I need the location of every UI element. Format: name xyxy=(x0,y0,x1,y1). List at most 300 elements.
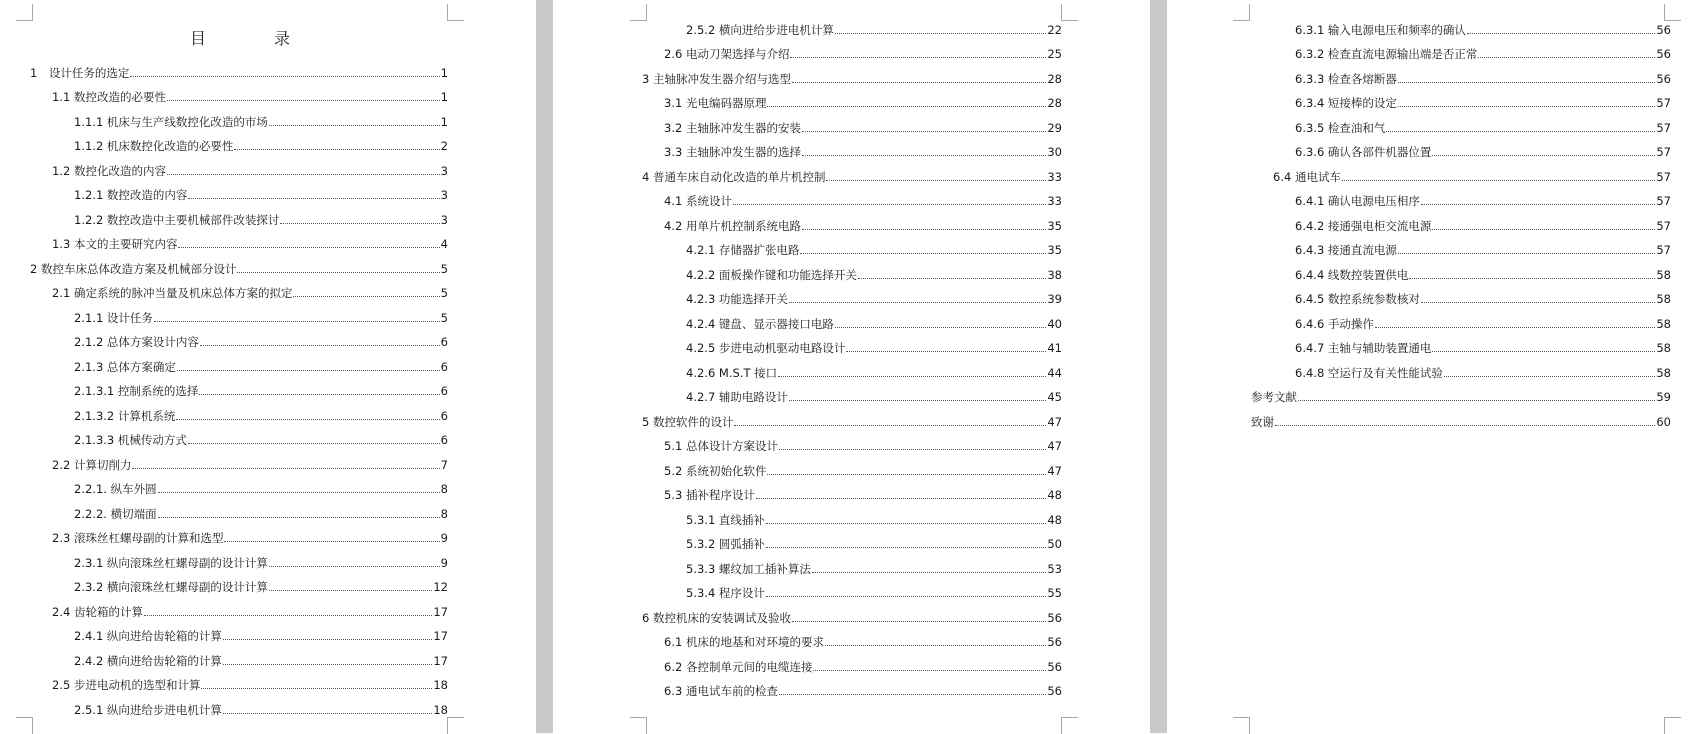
toc-page-number: 47 xyxy=(1047,439,1062,453)
page-gutter xyxy=(536,0,553,733)
dot-leader xyxy=(802,131,1046,132)
dot-leader xyxy=(800,253,1046,254)
dot-leader xyxy=(1432,155,1655,156)
toc-entry-title: 6.3.4 短接棒的设定 xyxy=(1295,96,1397,110)
toc-page-number: 41 xyxy=(1047,341,1062,355)
toc-entry-title: 1.2.1 数控改造的内容 xyxy=(74,188,188,202)
toc-entry[interactable] xyxy=(30,154,448,179)
toc-entry-title: 6.4 通电试车 xyxy=(1273,169,1341,184)
toc-entry-title: 2.1 确定系统的脉冲当量及机床总体方案的拟定 xyxy=(52,286,293,300)
toc-page-number: 4 xyxy=(440,237,448,251)
toc-entry-title: 2.1.1 设计任务 xyxy=(74,310,153,325)
dot-leader xyxy=(1342,180,1655,181)
toc-entry[interactable] xyxy=(642,454,1062,479)
toc-entry-title: 5.3.4 程序设计 xyxy=(686,586,765,600)
toc-entry-title: 1 设计任务的选定 xyxy=(30,65,130,80)
toc-entry[interactable] xyxy=(30,473,448,498)
toc-entry[interactable] xyxy=(1251,405,1671,430)
toc-entry-title: 5.3.2 圆弧插补 xyxy=(686,537,765,551)
toc-entry[interactable] xyxy=(30,203,448,228)
toc-page-number: 48 xyxy=(1047,488,1062,502)
toc-entry-title: 5.3.1 直线插补 xyxy=(686,512,765,527)
toc-page-number: 56 xyxy=(1047,659,1062,674)
toc-page-number: 56 xyxy=(1656,22,1671,37)
toc-page-number: 1 xyxy=(440,65,448,80)
dot-leader xyxy=(766,547,1046,548)
page-corner-mark xyxy=(630,717,647,734)
toc-entry-title: 6.3.3 检查各熔断器 xyxy=(1295,71,1397,86)
page-corner-mark xyxy=(1061,4,1078,21)
dot-leader xyxy=(1398,253,1655,254)
toc-entry[interactable] xyxy=(1251,160,1671,185)
toc-entry[interactable] xyxy=(1251,234,1671,259)
toc-entry-title: 2.5.1 纵向进给步进电机计算 xyxy=(74,702,222,717)
toc-entry[interactable] xyxy=(642,13,1062,38)
dot-leader xyxy=(1386,131,1655,132)
toc-page-number: 58 xyxy=(1656,267,1671,282)
dot-leader xyxy=(790,57,1046,58)
toc-entry[interactable] xyxy=(1251,87,1671,112)
toc-entry[interactable] xyxy=(1251,38,1671,63)
dot-leader xyxy=(802,155,1046,156)
toc-page-number: 8 xyxy=(440,506,448,521)
toc-entry-title: 2.2.2. 横切端面 xyxy=(74,506,157,521)
dot-leader xyxy=(223,664,432,665)
toc-entry[interactable] xyxy=(642,234,1062,259)
toc-page-number: 1 xyxy=(440,90,448,104)
dot-leader xyxy=(237,272,439,273)
dot-leader xyxy=(188,443,440,444)
toc-entry[interactable] xyxy=(1251,258,1671,283)
page-gutter xyxy=(1150,0,1167,733)
dot-leader xyxy=(756,498,1046,499)
toc-page-number: 29 xyxy=(1047,120,1062,135)
toc-entry[interactable] xyxy=(1251,136,1671,161)
toc-entry-title: 4.2.1 存储器扩张电路 xyxy=(686,243,800,257)
dot-leader xyxy=(1478,57,1655,58)
dot-leader xyxy=(812,572,1046,573)
toc-entry[interactable] xyxy=(642,528,1062,553)
toc-page-number: 6 xyxy=(440,408,448,423)
dot-leader xyxy=(167,100,440,101)
toc-entry-title: 2.1.2 总体方案设计内容 xyxy=(74,335,199,349)
dot-leader xyxy=(269,566,440,567)
toc-page-number: 35 xyxy=(1047,243,1062,257)
toc-entry-title: 1.1.2 机床数控化改造的必要性 xyxy=(74,139,234,153)
toc-page-number: 57 xyxy=(1656,145,1671,159)
dot-leader xyxy=(792,621,1046,622)
toc-entry-title: 2 数控车床总体改造方案及机械部分设计 xyxy=(30,261,237,276)
dot-leader xyxy=(789,302,1046,303)
dot-leader xyxy=(199,394,439,395)
toc-entry[interactable] xyxy=(30,105,448,130)
toc-entry-title: 1.3 本文的主要研究内容 xyxy=(52,237,178,251)
toc-entry-title: 3 主轴脉冲发生器介绍与选型 xyxy=(642,71,791,86)
toc-entry-title: 2.5.2 横向进给步进电机计算 xyxy=(686,22,834,37)
toc-entry[interactable] xyxy=(642,185,1062,210)
toc-page-number: 44 xyxy=(1047,365,1062,380)
toc-page-number: 5 xyxy=(440,286,448,300)
toc-entry-title: 2.1.3.2 计算机系统 xyxy=(74,408,176,423)
dot-leader xyxy=(825,645,1046,646)
page-corner-mark xyxy=(1061,717,1078,734)
dot-leader xyxy=(767,474,1046,475)
toc-page-number: 5 xyxy=(440,310,448,325)
dot-leader xyxy=(1409,278,1655,279)
dot-leader xyxy=(733,204,1046,205)
toc-entry-title: 5.1 总体设计方案设计 xyxy=(664,439,778,453)
toc-entry[interactable] xyxy=(30,179,448,204)
toc-entry-title: 2.5 步进电动机的选型和计算 xyxy=(52,678,201,692)
toc-page-number: 33 xyxy=(1047,194,1062,208)
toc-entry-title: 4.2.7 辅助电路设计 xyxy=(686,390,788,404)
toc-entry-title: 4.2.6 M.S.T 接口 xyxy=(686,365,778,380)
dot-leader xyxy=(177,370,440,371)
toc-page-number: 47 xyxy=(1047,414,1062,429)
dot-leader xyxy=(1467,33,1655,34)
toc-entry[interactable] xyxy=(30,546,448,571)
toc-page-number: 58 xyxy=(1656,341,1671,355)
toc-entry[interactable] xyxy=(1251,381,1671,406)
toc-entry-title: 6.4.3 接通直流电源 xyxy=(1295,243,1397,257)
page-corner-mark xyxy=(16,717,33,734)
toc-entry[interactable] xyxy=(642,62,1062,87)
dot-leader xyxy=(280,223,439,224)
toc-entry-title: 2.4.2 横向进给齿轮箱的计算 xyxy=(74,653,222,668)
dot-leader xyxy=(1375,327,1655,328)
dot-leader xyxy=(789,400,1046,401)
toc-entry-title: 2.3 滚珠丝杠螺母副的计算和选型 xyxy=(52,531,224,545)
toc-entry-title: 5 数控软件的设计 xyxy=(642,414,734,429)
toc-page-number: 57 xyxy=(1656,218,1671,233)
toc-page-number: 28 xyxy=(1047,71,1062,86)
toc-page-number: 57 xyxy=(1656,169,1671,184)
toc-entry-title: 1.2 数控化改造的内容 xyxy=(52,163,166,178)
toc-entry[interactable] xyxy=(642,87,1062,112)
toc-entry[interactable] xyxy=(30,693,448,718)
toc-entry[interactable] xyxy=(642,430,1062,455)
toc-entry-title: 6.4.2 接通强电柜交流电源 xyxy=(1295,218,1432,233)
dot-leader xyxy=(1421,204,1655,205)
toc-entry[interactable] xyxy=(642,283,1062,308)
toc-entry[interactable] xyxy=(30,81,448,106)
toc-page-number: 48 xyxy=(1047,512,1062,527)
dot-leader xyxy=(178,247,439,248)
toc-page-number: 7 xyxy=(440,457,448,472)
dot-leader xyxy=(158,492,440,493)
dot-leader xyxy=(835,327,1046,328)
toc-entry-title: 1.1.1 机床与生产线数控化改造的市场 xyxy=(74,114,268,129)
toc-entry[interactable] xyxy=(642,209,1062,234)
toc-entry[interactable] xyxy=(30,375,448,400)
dot-leader xyxy=(224,541,439,542)
document-page-3 xyxy=(1167,0,1703,733)
toc-list xyxy=(1251,13,1671,430)
toc-page-number: 33 xyxy=(1047,169,1062,184)
toc-entry[interactable] xyxy=(30,497,448,522)
toc-list xyxy=(642,13,1062,699)
toc-entry[interactable] xyxy=(642,38,1062,63)
toc-entry[interactable] xyxy=(1251,209,1671,234)
dot-leader xyxy=(734,425,1046,426)
toc-page-number: 56 xyxy=(1047,635,1062,649)
toc-entry[interactable] xyxy=(1251,307,1671,332)
toc-entry-title: 4.2.3 功能选择开关 xyxy=(686,292,788,306)
toc-page-number: 9 xyxy=(440,531,448,545)
toc-entry-title: 2.1.3.3 机械传动方式 xyxy=(74,433,187,447)
toc-page-number: 1 xyxy=(440,114,448,129)
dot-leader xyxy=(858,278,1046,279)
dot-leader xyxy=(176,419,439,420)
dot-leader xyxy=(1398,82,1655,83)
dot-leader xyxy=(802,229,1046,230)
dot-leader xyxy=(1432,229,1655,230)
toc-entry-title: 6.3 通电试车前的检查 xyxy=(664,684,778,698)
toc-entry-title: 2.3.2 横向滚珠丝杠螺母副的设计计算 xyxy=(74,580,268,594)
toc-entry-title: 3.2 主轴脉冲发生器的安装 xyxy=(664,120,801,135)
dot-leader xyxy=(1398,106,1655,107)
toc-entry-title: 2.3.1 纵向滚珠丝杠螺母副的设计计算 xyxy=(74,555,268,570)
dot-leader xyxy=(1298,400,1655,401)
toc-entry[interactable] xyxy=(30,326,448,351)
toc-entry[interactable] xyxy=(642,332,1062,357)
toc-page-number: 39 xyxy=(1047,292,1062,306)
dot-leader xyxy=(269,590,432,591)
document-page-2 xyxy=(553,0,1150,733)
toc-page-number: 57 xyxy=(1656,120,1671,135)
toc-entry-title: 参考文献 xyxy=(1251,390,1297,404)
toc-page-number: 5 xyxy=(440,261,448,276)
dot-leader xyxy=(154,321,440,322)
toc-page-number: 3 xyxy=(440,188,448,202)
page-corner-mark xyxy=(447,717,464,734)
toc-entry[interactable] xyxy=(30,620,448,645)
dot-leader xyxy=(1275,425,1655,426)
toc-entry[interactable] xyxy=(642,601,1062,626)
toc-page-number: 12 xyxy=(433,580,448,594)
toc-page-number: 6 xyxy=(440,384,448,398)
toc-entry[interactable] xyxy=(642,307,1062,332)
toc-entry[interactable] xyxy=(642,577,1062,602)
toc-entry[interactable] xyxy=(30,56,448,81)
toc-entry-title: 6.3.6 确认各部件机器位置 xyxy=(1295,145,1432,159)
dot-leader xyxy=(167,174,440,175)
dot-leader xyxy=(223,713,432,714)
toc-entry-title: 2.4.1 纵向进给齿轮箱的计算 xyxy=(74,629,222,643)
toc-entry[interactable] xyxy=(30,130,448,155)
dot-leader xyxy=(846,351,1046,352)
toc-entry-title: 4 普通车床自动化改造的单片机控制 xyxy=(642,169,826,184)
toc-entry[interactable] xyxy=(1251,111,1671,136)
toc-page-number: 50 xyxy=(1047,537,1062,551)
page-corner-mark xyxy=(16,4,33,21)
toc-entry[interactable] xyxy=(30,228,448,253)
toc-entry-title: 6 数控机床的安装调试及验收 xyxy=(642,610,791,625)
toc-entry[interactable] xyxy=(1251,13,1671,38)
toc-page-number: 6 xyxy=(440,359,448,374)
toc-list xyxy=(30,56,448,718)
toc-entry[interactable] xyxy=(1251,185,1671,210)
toc-page-number: 9 xyxy=(440,555,448,570)
toc-page-number: 57 xyxy=(1656,96,1671,110)
toc-page-number: 30 xyxy=(1047,145,1062,159)
toc-page-number: 2 xyxy=(440,139,448,153)
toc-entry[interactable] xyxy=(30,252,448,277)
toc-entry[interactable] xyxy=(30,522,448,547)
dot-leader xyxy=(144,615,432,616)
toc-entry-title: 2.2.1. 纵车外圆 xyxy=(74,482,157,496)
toc-entry[interactable] xyxy=(642,381,1062,406)
dot-leader xyxy=(1432,351,1655,352)
toc-page-number: 55 xyxy=(1047,586,1062,600)
dot-leader xyxy=(779,694,1046,695)
dot-leader xyxy=(1421,302,1655,303)
toc-entry[interactable] xyxy=(642,675,1062,700)
toc-entry[interactable] xyxy=(30,301,448,326)
dot-leader xyxy=(158,517,440,518)
dot-leader xyxy=(234,149,439,150)
toc-entry-title: 6.3.2 检查直流电源输出端是否正常 xyxy=(1295,47,1478,61)
toc-page-number: 17 xyxy=(433,653,448,668)
toc-entry[interactable] xyxy=(30,595,448,620)
toc-page-number: 38 xyxy=(1047,267,1062,282)
toc-entry[interactable] xyxy=(30,424,448,449)
toc-page-number: 57 xyxy=(1656,194,1671,208)
toc-page-number: 56 xyxy=(1656,71,1671,86)
toc-page-number: 56 xyxy=(1047,684,1062,698)
toc-entry-title: 4.2.4 键盘、显示器接口电路 xyxy=(686,316,834,331)
dot-leader xyxy=(766,523,1046,524)
page-corner-mark xyxy=(1233,4,1250,21)
toc-page-number: 58 xyxy=(1656,365,1671,380)
toc-entry-title: 1.1 数控改造的必要性 xyxy=(52,90,166,104)
toc-entry[interactable] xyxy=(642,405,1062,430)
toc-entry-title: 6.3.1 输入电源电压和频率的确认 xyxy=(1295,22,1466,37)
toc-page-number: 35 xyxy=(1047,218,1062,233)
dot-leader xyxy=(132,468,439,469)
dot-leader xyxy=(1444,376,1655,377)
toc-page-number: 45 xyxy=(1047,390,1062,404)
toc-entry[interactable] xyxy=(642,650,1062,675)
dot-leader xyxy=(223,639,432,640)
toc-entry-title: 2.1.3.1 控制系统的选择 xyxy=(74,384,199,398)
toc-entry-title: 6.3.5 检查油和气 xyxy=(1295,120,1386,135)
toc-entry-title: 6.4.1 确认电源电压相序 xyxy=(1295,194,1420,208)
toc-entry-title: 5.3.3 螺纹加工插补算法 xyxy=(686,561,811,576)
toc-entry[interactable] xyxy=(642,258,1062,283)
dot-leader xyxy=(813,670,1046,671)
toc-entry-title: 6.1 机床的地基和对环境的要求 xyxy=(664,635,824,649)
toc-entry[interactable] xyxy=(30,350,448,375)
toc-entry-title: 致谢 xyxy=(1251,414,1274,429)
page-corner-mark xyxy=(447,4,464,21)
dot-leader xyxy=(130,76,439,77)
dot-leader xyxy=(835,33,1046,34)
toc-page-number: 47 xyxy=(1047,463,1062,478)
toc-entry-title: 2.2 计算切削力 xyxy=(52,457,132,472)
toc-page-number: 58 xyxy=(1656,316,1671,331)
toc-page-number: 25 xyxy=(1047,47,1062,61)
toc-entry[interactable] xyxy=(30,399,448,424)
toc-page-number: 57 xyxy=(1656,243,1671,257)
toc-page-number: 58 xyxy=(1656,292,1671,306)
toc-entry[interactable] xyxy=(642,479,1062,504)
toc-entry[interactable] xyxy=(30,277,448,302)
dot-leader xyxy=(826,180,1046,181)
toc-entry[interactable] xyxy=(30,571,448,596)
toc-entry[interactable] xyxy=(30,669,448,694)
toc-entry-title: 4.2.2 面板操作键和功能选择开关 xyxy=(686,267,857,282)
dot-leader xyxy=(766,596,1046,597)
toc-entry[interactable] xyxy=(1251,62,1671,87)
toc-entry[interactable] xyxy=(642,626,1062,651)
toc-entry[interactable] xyxy=(642,136,1062,161)
toc-entry[interactable] xyxy=(30,448,448,473)
document-page-1 xyxy=(0,0,536,733)
toc-entry-title: 2.6 电动刀架选择与介绍 xyxy=(664,47,790,61)
toc-entry-title: 6.4.5 数控系统参数核对 xyxy=(1295,292,1420,306)
toc-entry[interactable] xyxy=(1251,332,1671,357)
toc-entry-title: 2.4 齿轮箱的计算 xyxy=(52,604,143,619)
dot-leader xyxy=(779,449,1046,450)
toc-page-number: 6 xyxy=(440,335,448,349)
toc-page-number: 40 xyxy=(1047,316,1062,331)
toc-entry-title: 1.2.2 数控改造中主要机械部件改装探讨 xyxy=(74,212,280,227)
toc-page-number: 17 xyxy=(433,604,448,619)
toc-page-number: 53 xyxy=(1047,561,1062,576)
toc-entry[interactable] xyxy=(1251,283,1671,308)
toc-entry[interactable] xyxy=(1251,356,1671,381)
toc-entry-title: 5.3 插补程序设计 xyxy=(664,488,755,502)
toc-entry-title: 5.2 系统初始化软件 xyxy=(664,463,767,478)
toc-page-number: 8 xyxy=(440,482,448,496)
toc-entry-title: 6.4.4 线数控装置供电 xyxy=(1295,267,1409,282)
toc-entry[interactable] xyxy=(642,160,1062,185)
toc-entry-title: 3.3 主轴脉冲发生器的选择 xyxy=(664,145,801,159)
toc-entry[interactable] xyxy=(642,503,1062,528)
dot-leader xyxy=(293,296,439,297)
toc-page-number: 56 xyxy=(1047,610,1062,625)
toc-entry-title: 6.2 各控制单元间的电缆连接 xyxy=(664,659,813,674)
dot-leader xyxy=(767,106,1046,107)
toc-page-number: 56 xyxy=(1656,47,1671,61)
toc-page-number: 6 xyxy=(440,433,448,447)
toc-page-number: 28 xyxy=(1047,96,1062,110)
page-corner-mark xyxy=(1664,717,1681,734)
toc-page-number: 18 xyxy=(433,678,448,692)
toc-entry-title: 6.4.7 主轴与辅助装置通电 xyxy=(1295,341,1432,355)
toc-page-number: 60 xyxy=(1656,414,1671,429)
dot-leader xyxy=(792,82,1046,83)
dot-leader xyxy=(188,198,439,199)
toc-page-number: 17 xyxy=(433,629,448,643)
toc-entry-title: 6.4.6 手动操作 xyxy=(1295,316,1374,331)
toc-entry-title: 4.2.5 步进电动机驱动电路设计 xyxy=(686,341,846,355)
dot-leader xyxy=(269,125,440,126)
toc-entry-title: 3.1 光电编码器原理 xyxy=(664,96,767,110)
toc-page-number: 18 xyxy=(433,702,448,717)
toc-entry[interactable] xyxy=(642,356,1062,381)
toc-entry[interactable] xyxy=(30,644,448,669)
toc-entry[interactable] xyxy=(642,111,1062,136)
dot-leader xyxy=(201,688,432,689)
toc-entry-title: 6.4.8 空运行及有关性能试验 xyxy=(1295,365,1443,380)
toc-entry-title: 2.1.3 总体方案确定 xyxy=(74,359,176,374)
toc-page-number: 22 xyxy=(1047,22,1062,37)
toc-entry[interactable] xyxy=(642,552,1062,577)
dot-leader xyxy=(778,376,1046,377)
toc-page-number: 3 xyxy=(440,163,448,178)
